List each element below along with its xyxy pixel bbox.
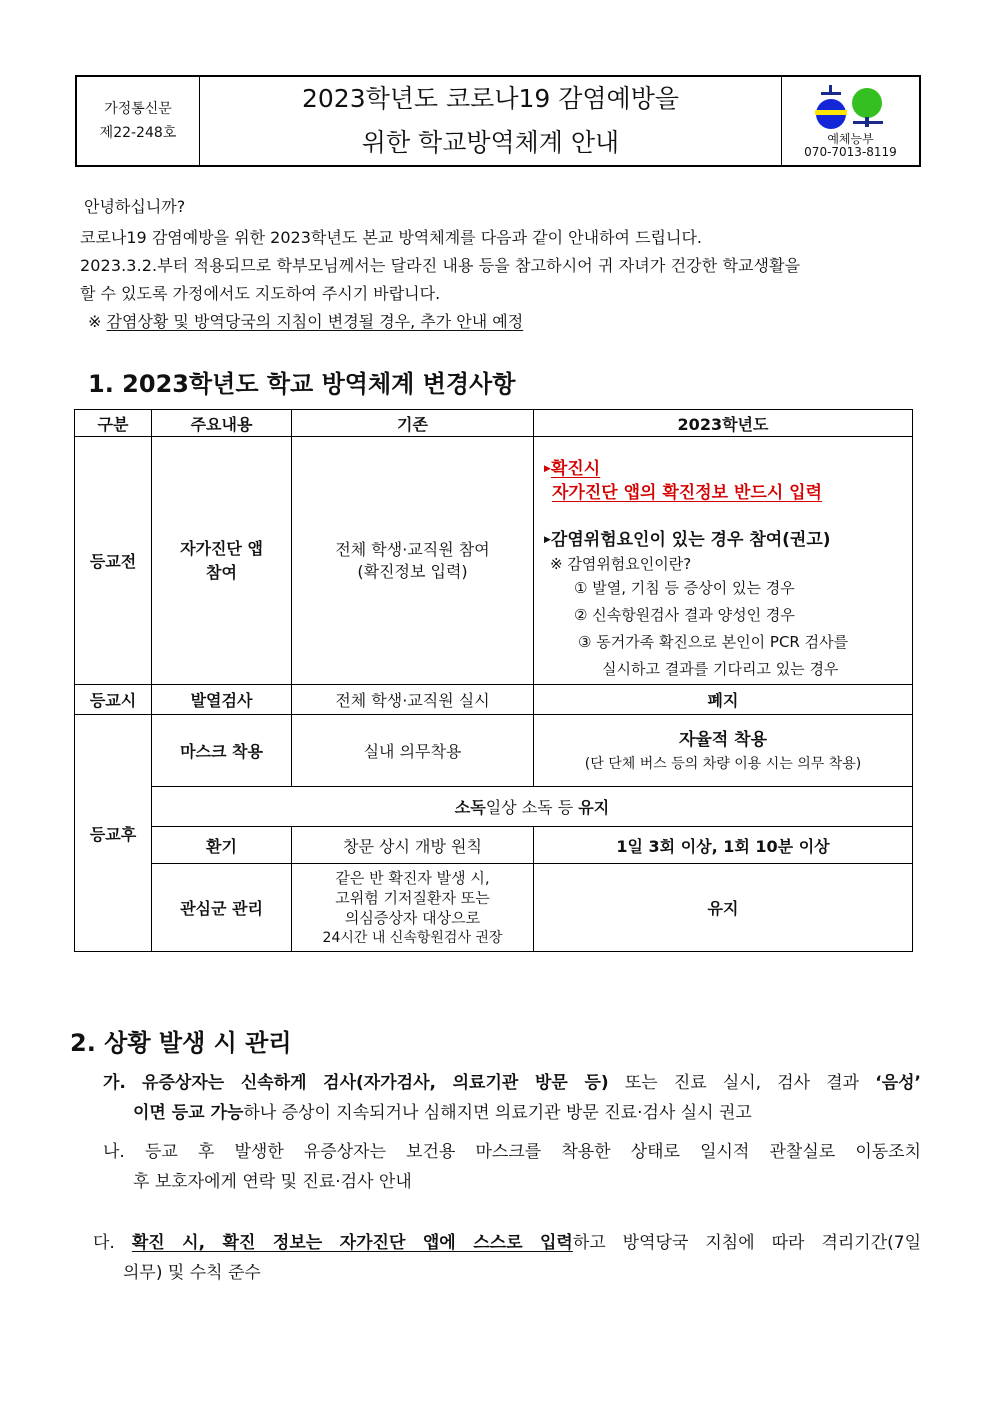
doc-title bbox=[200, 77, 781, 165]
group-old-line-4: 24시간 내 신속항원검사 권장 bbox=[322, 929, 503, 946]
item-a-text-2: 하나 증상이 지속되거나 심해지면 의료기관 방문 진료·검사 실시 권고 bbox=[243, 1103, 752, 1123]
table-row-ventilation bbox=[75, 827, 913, 864]
item-c bbox=[93, 1228, 921, 1288]
group-old-line-3: 의심증상자 대상으로 bbox=[344, 908, 481, 927]
old-fever-check: 전체 학생·교직원 실시 bbox=[292, 685, 534, 715]
risk-item-3: ③ 동거가족 확진으로 본인이 PCR 검사를 bbox=[578, 633, 849, 651]
triangle-bullet-icon: ▶ bbox=[544, 535, 551, 545]
item-c-bold: 확진 시, 확진 정보는 자가진단 앱에 스스로 입력 bbox=[131, 1233, 573, 1253]
risk-item-2: ② 신속항원검사 결과 양성인 경우 bbox=[574, 606, 795, 624]
old-self-check bbox=[292, 437, 534, 685]
col-header-topic: 주요내용 bbox=[152, 410, 292, 437]
table-row-mask bbox=[75, 715, 913, 787]
header-box bbox=[75, 75, 921, 167]
section2-title: 2. 상황 발생 시 관리 bbox=[70, 1029, 292, 1057]
dept-phone: 070-7013-8119 bbox=[804, 145, 897, 159]
new-mask bbox=[534, 715, 913, 787]
section1-title: 1. 2023학년도 학교 방역체계 변경사항 bbox=[88, 370, 516, 398]
item-b-line-2: 후 보호자에게 연락 및 진료·검사 안내 bbox=[133, 1172, 412, 1192]
old-mask: 실내 의무착용 bbox=[292, 715, 534, 787]
col-header-new: 2023학년도 bbox=[534, 410, 913, 437]
disinfect-label: 소독 bbox=[454, 798, 486, 817]
mask-new-note: (단 단체 버스 등의 차량 이용 시는 의무 착용) bbox=[584, 755, 862, 772]
triangle-bullet-icon: ▶ bbox=[544, 464, 551, 474]
table-row-at-school bbox=[75, 685, 913, 715]
topic-line-2: 참여 bbox=[206, 562, 237, 582]
item-a-text-1: 또는 진료 실시, 검사 결과 bbox=[608, 1073, 876, 1093]
title-line-2: 위한 학교방역체계 안내 bbox=[361, 128, 620, 157]
new-group-mgmt: 유지 bbox=[534, 864, 913, 952]
doc-type: 가정통신문 bbox=[104, 101, 172, 117]
table-row-disinfect bbox=[75, 787, 913, 827]
policy-table bbox=[74, 409, 913, 952]
topic-group-mgmt: 관심군 관리 bbox=[152, 864, 292, 952]
disinfect-text: 일상 소독 등 bbox=[485, 798, 579, 817]
topic-fever-check: 발열검사 bbox=[152, 685, 292, 715]
risk-block bbox=[544, 527, 912, 553]
category-before-school: 등교전 bbox=[75, 437, 152, 685]
title-line-1: 2023학년도 코로나19 감염예방을 bbox=[302, 84, 679, 113]
risk-note: ※ 감염위험요인이란? bbox=[550, 555, 692, 573]
intro-line-3: 할 수 있도록 가정에서도 지도하여 주시기 바랍니다. bbox=[80, 284, 441, 303]
old-group-mgmt bbox=[292, 864, 534, 952]
old-line-2: (확진정보 입력) bbox=[357, 561, 468, 581]
group-old-line-1: 같은 반 확진자 발생 시, bbox=[335, 868, 490, 887]
new-ventilation: 1일 3회 이상, 1회 10분 이상 bbox=[534, 827, 913, 864]
intro-note bbox=[88, 308, 523, 336]
dept-name: 예체능부 bbox=[827, 132, 874, 146]
category-at-school: 등교시 bbox=[75, 685, 152, 715]
new-self-check bbox=[534, 437, 913, 685]
risk-item-1: ① 발열, 기침 등 증상이 있는 경우 bbox=[574, 579, 795, 597]
intro-line-1: 코로나19 감염예방을 위한 2023학년도 본교 방역체계를 다음과 같이 안내하여 드립니다. bbox=[80, 228, 702, 247]
dept-block bbox=[781, 77, 919, 165]
table-row-before-school bbox=[75, 437, 913, 685]
table-row-group-mgmt bbox=[75, 864, 913, 952]
table-header-row bbox=[75, 410, 913, 437]
risk-title: 감염위험요인이 있는 경우 참여(권고) bbox=[550, 530, 831, 550]
topic-line-1: 자가진단 앱 bbox=[180, 538, 263, 558]
item-b-prefix: 나. bbox=[103, 1142, 125, 1162]
item-a-prefix: 가. bbox=[103, 1073, 126, 1093]
doc-info bbox=[77, 77, 200, 165]
category-after-school: 등교후 bbox=[75, 715, 152, 952]
topic-self-check-app bbox=[152, 437, 292, 685]
disinfect-cell bbox=[152, 787, 913, 827]
disinfect-status: 유지 bbox=[578, 798, 610, 817]
topic-mask: 마스크 착용 bbox=[152, 715, 292, 787]
risk-item-3-cont: 실시하고 결과를 기다리고 있는 경우 bbox=[602, 660, 839, 678]
mask-new-main: 자율적 착용 bbox=[678, 729, 768, 750]
note-text: 감염상황 및 방역당국의 지침이 변경될 경우, 추가 안내 예정 bbox=[106, 312, 524, 331]
new-fever-check: 폐지 bbox=[534, 685, 913, 715]
confirmed-body: 자가진단 앱의 확진정보 반드시 입력 bbox=[552, 483, 823, 503]
note-mark: ※ bbox=[88, 312, 102, 331]
item-a-bold-1: 유증상자는 신속하게 검사(자가검사, 의료기관 방문 등) bbox=[142, 1073, 609, 1093]
old-ventilation: 창문 상시 개방 원칙 bbox=[292, 827, 534, 864]
greeting: 안녕하십니까? bbox=[84, 197, 186, 216]
item-c-text-1: 하고 방역당국 지침에 따라 격리기간(7일 bbox=[572, 1233, 922, 1253]
item-a-bold-3: 이면 등교 가능 bbox=[133, 1103, 244, 1123]
item-a bbox=[103, 1068, 921, 1128]
doc-number: 제22-248호 bbox=[99, 125, 177, 141]
col-header-category: 구분 bbox=[75, 410, 152, 437]
item-c-text-2: 의무) 및 수칙 준수 bbox=[123, 1263, 261, 1283]
school-logo-icon bbox=[815, 83, 887, 133]
confirmed-block bbox=[544, 457, 912, 481]
item-b bbox=[103, 1137, 921, 1197]
item-a-bold-2: ‘음성’ bbox=[875, 1073, 922, 1093]
item-b-line-1: 등교 후 발생한 유증상자는 보건용 마스크를 착용한 상태로 일시적 관찰실로 이동조치 bbox=[144, 1142, 922, 1162]
col-header-old: 기존 bbox=[292, 410, 534, 437]
item-c-prefix: 다. bbox=[93, 1233, 115, 1253]
confirmed-title: 확진시 bbox=[550, 459, 601, 479]
intro-line-2: 2023.3.2.부터 적용되므로 학부모님께서는 달라진 내용 등을 참고하시어 귀 자녀가 건강한 학교생활을 bbox=[80, 256, 801, 275]
topic-ventilation: 환기 bbox=[152, 827, 292, 864]
old-line-1: 전체 학생·교직원 참여 bbox=[335, 539, 490, 559]
group-old-line-2: 고위험 기저질환자 또는 bbox=[335, 888, 490, 907]
